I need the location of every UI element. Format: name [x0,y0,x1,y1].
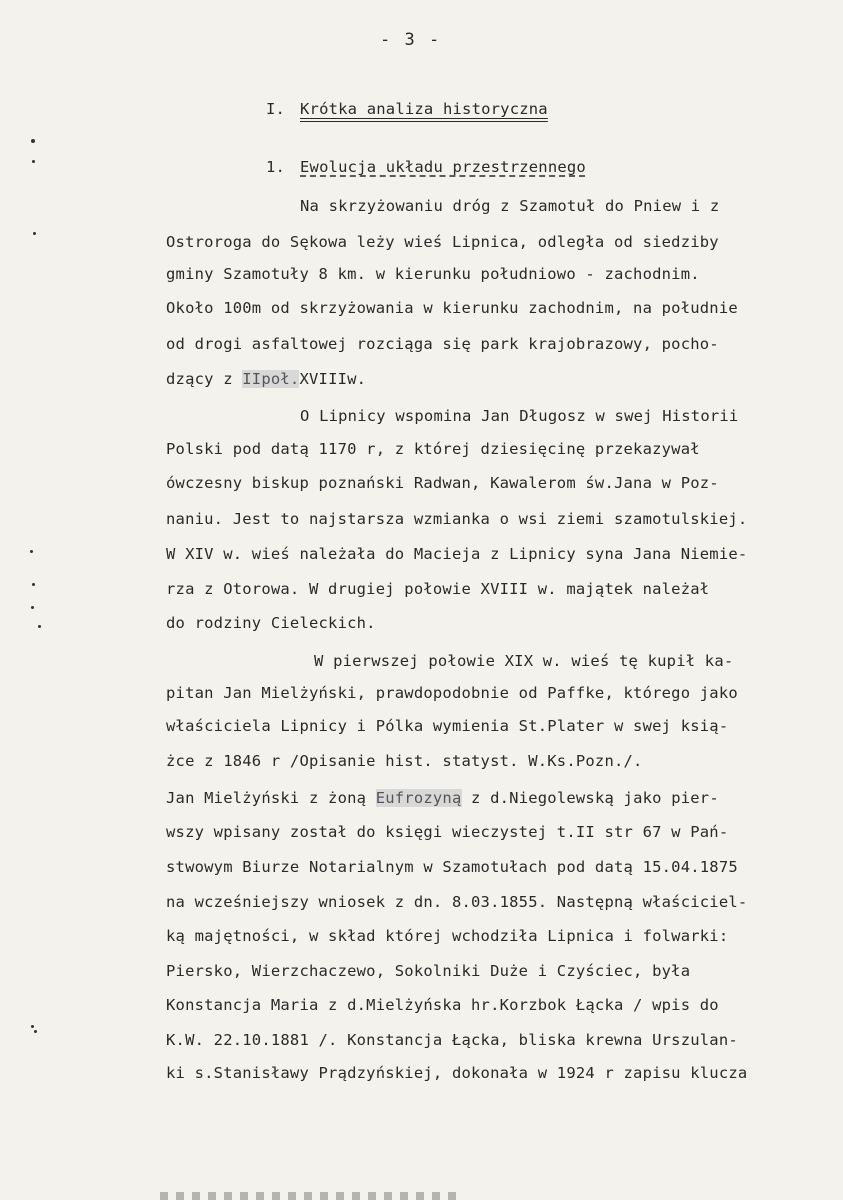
smudged-text: Eufrozyną [375,789,462,807]
text-line: ką majętności, w skład której wchodziła Lipnica i folwarki: [166,927,729,945]
text-line: do rodziny Cieleckich. [166,614,376,632]
text-line: W pierwszej połowie XIX w. wieś tę kupił ka- [314,652,734,670]
text-line: pitan Jan Mielżyński, prawdopodobnie od Paffke, którego jako [166,684,738,702]
smudged-text: IIpoł. [242,370,300,388]
text-line: od drogi asfaltowej rozciąga się park krajobrazowy, pocho- [166,335,719,353]
margin-mark [34,1030,37,1033]
text-line: rza z Otorowa. W drugiej połowie XVIII w. majątek należał [166,580,710,598]
text-segment: Jan Mielżyński z żoną [166,789,376,807]
heading-number: I. [266,100,286,118]
text-line: wszy wpisany został do księgi wieczystej t.II str 67 w Pań- [166,823,729,841]
text-line: Polski pod datą 1170 r, z której dziesięcinę przekazywał [166,440,700,458]
text-line: ki s.Stanisławy Prądzyńskiej, dokonała w 1924 r zapisu klucza [166,1064,748,1082]
text-line: żce z 1846 r /Opisanie hist. statyst. W.Ks.Pozn./. [166,752,643,770]
text-line: na wcześniejszy wniosek z dn. 8.03.1855. Następną właściciel- [166,893,748,911]
margin-mark [31,139,35,143]
text-line: stwowym Biurze Notarialnym w Szamotułach pod datą 15.04.1875 [166,858,738,876]
subheading-number: 1. [266,158,286,176]
text-line: Około 100m od skrzyżowania w kierunku zachodnim, na południe [166,299,738,317]
margin-mark [33,232,36,235]
margin-mark [32,583,35,586]
margin-mark [32,160,35,163]
text-line [166,370,366,388]
text-line: O Lipnicy wspomina Jan Długosz w swej Historii [300,407,739,425]
margin-mark [38,625,41,628]
text-line: Konstancja Maria z d.Mielżyńska hr.Korzbok Łącka / wpis do [166,996,719,1014]
margin-mark [30,550,33,553]
margin-mark [31,606,34,609]
text-line: K.W. 22.10.1881 /. Konstancja Łącka, bliska krewna Urszulan- [166,1031,738,1049]
text-line: Na skrzyżowaniu dróg z Szamotuł do Pniew i z [300,197,720,215]
bottom-edge-marks [160,1192,460,1200]
margin-mark [31,1025,34,1028]
text-line: Piersko, Wierzchaczewo, Sokolniki Duże i Czyściec, była [166,962,691,980]
text-line: Ostroroga do Sękowa leży wieś Lipnica, odległa od siedziby [166,233,719,251]
text-line: właściciela Lipnicy i Pólka wymienia St.Plater w swej ksią- [166,717,729,735]
page-number: - 3 - [380,30,442,50]
heading: Krótka analiza historyczna [300,100,548,118]
text-line: W XIV w. wieś należała do Macieja z Lipnicy syna Jana Niemie- [166,545,748,563]
text-line: naniu. Jest to najstarsza wzmianka o wsi ziemi szamotulskiej. [166,510,748,528]
text-line: gminy Szamotuły 8 km. w kierunku południowo - zachodnim. [166,265,700,283]
text-segment: dzący z [166,370,243,388]
text-segment: z d.Niegolewską jako pier- [461,789,719,807]
text-segment: XVIIIw. [299,370,367,388]
subheading: Ewolucja układu przestrzennego [300,158,586,176]
text-line: ówczesny biskup poznański Radwan, Kawalerom św.Jana w Poz- [166,474,719,492]
text-line [166,789,719,807]
